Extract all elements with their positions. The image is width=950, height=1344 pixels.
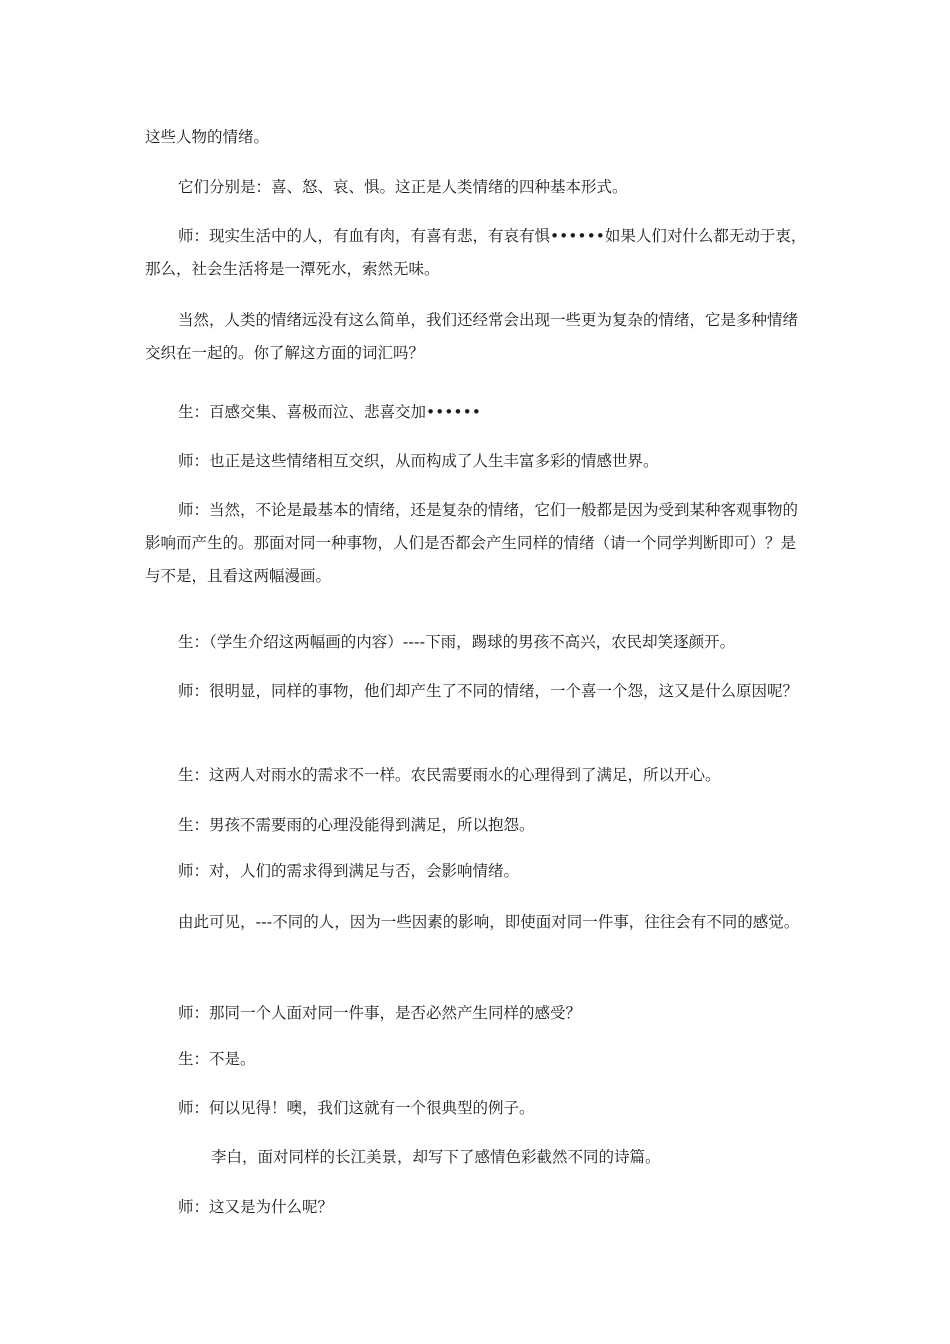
- paragraph-2: 它们分别是：喜、怒、哀、惧。这正是人类情绪的四种基本形式。: [178, 178, 628, 196]
- paragraph-4: 当然，人类的情绪远没有这么简单，我们还经常会出现一些更为复杂的情绪，它是多种情绪交织在一起的。你了解这方面的词汇吗？: [145, 311, 799, 362]
- paragraph-5: 生：百感交集、喜极而泣、悲喜交加••••••: [178, 403, 481, 421]
- paragraph-17: 李白，面对同样的长江美景，却写下了感情色彩截然不同的诗篇。: [211, 1148, 661, 1166]
- paragraph-16: 师：何以见得！噢，我们这就有一个很典型的例子。: [178, 1099, 535, 1117]
- paragraph-1: 这些人物的情绪。: [145, 128, 270, 146]
- paragraph-10: 生：这两人对雨水的需求不一样。农民需要雨水的心理得到了满足，所以开心。: [178, 766, 721, 784]
- paragraph-6: 师：也正是这些情绪相互交织，从而构成了人生丰富多彩的情感世界。: [178, 452, 659, 470]
- paragraph-11: 生：男孩不需要雨的心理没能得到满足，所以抱怨。: [178, 816, 535, 834]
- paragraph-9: 师：很明显，同样的事物，他们却产生了不同的情绪，一个喜一个怨，这又是什么原因呢？: [178, 682, 799, 700]
- paragraph-18: 师：这又是为什么呢？: [178, 1198, 334, 1216]
- paragraph-7: 师：当然，不论是最基本的情绪，还是复杂的情绪，它们一般都是因为受到某种客观事物的影响而产生的。那面对同一种事物，人们是否都会产生同样的情绪（请一个同学判断即可）？是与不是，且看这两幅漫画。: [145, 501, 799, 585]
- paragraph-3: 师：现实生活中的人，有血有肉，有喜有悲，有哀有惧••••••如果人们对什么都无动于衷，那么，社会生活将是一潭死水，索然无味。: [145, 227, 807, 278]
- paragraph-12: 师：对，人们的需求得到满足与否，会影响情绪。: [178, 862, 520, 880]
- paragraph-14: 师：那同一个人面对同一件事，是否必然产生同样的感受？: [178, 1004, 582, 1022]
- paragraph-13: 由此可见，---不同的人，因为一些因素的影响，即使面对同一件事，往往会有不同的感觉。: [178, 913, 800, 931]
- paragraph-15: 生：不是。: [178, 1050, 256, 1068]
- paragraph-8: 生：（学生介绍这两幅画的内容）----下雨，踢球的男孩不高兴，农民却笑逐颜开。: [178, 633, 736, 651]
